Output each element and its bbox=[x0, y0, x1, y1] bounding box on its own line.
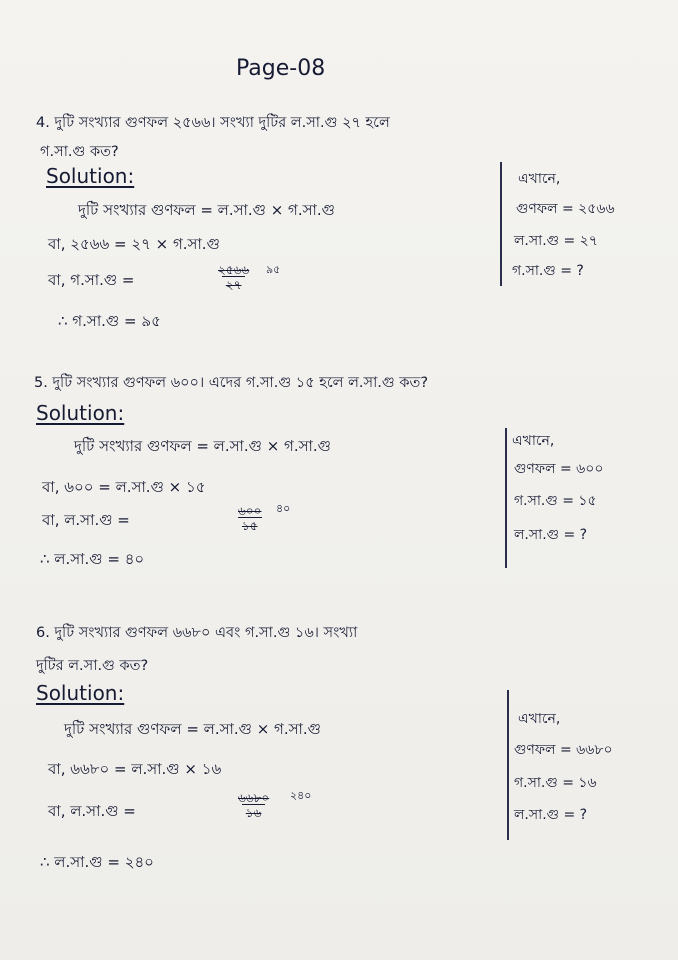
problem-6-line-2: দুটির ল.সা.গু কত? bbox=[36, 658, 149, 674]
problem-6-step-2: বা, ৬৬৮০ = ল.সা.গু × ১৬ bbox=[48, 760, 222, 778]
problem-5-fraction-numerator: ৬০০ bbox=[238, 504, 262, 518]
problem-5-given-3: ল.সা.গু = ? bbox=[514, 527, 588, 543]
problem-6-given-2: গ.সা.গু = ১৬ bbox=[514, 775, 597, 791]
problem-6-given-heading: এখানে, bbox=[518, 711, 561, 727]
problem-6-fraction-note: ২৪০ bbox=[290, 789, 312, 802]
problem-4-given-1: গুণফল = ২৫৬৬ bbox=[516, 201, 615, 217]
problem-4-step-1: দুটি সংখ্যার গুণফল = ল.সা.গু × গ.সা.গু bbox=[78, 201, 335, 219]
problem-4-given-2: ল.সা.গু = ২৭ bbox=[514, 233, 598, 249]
problem-6-solution-label: Solution: bbox=[36, 681, 125, 705]
problem-4-fraction-note: ৯৫ bbox=[266, 263, 281, 276]
problem-6-given-1: গুণফল = ৬৬৮০ bbox=[514, 742, 613, 758]
problem-5-given-heading: এখানে, bbox=[512, 433, 555, 449]
problem-4-step-3: বা, গ.সা.গু = bbox=[48, 271, 135, 289]
problem-5-given-1: গুণফল = ৬০০ bbox=[514, 461, 604, 477]
problem-6-given-3: ল.সা.গু = ? bbox=[514, 807, 588, 823]
problem-5-divider bbox=[505, 428, 507, 568]
problem-4-step-2: বা, ২৫৬৬ = ২৭ × গ.সা.গু bbox=[48, 235, 220, 253]
problem-5-fraction-denominator: ১৫ bbox=[238, 517, 262, 532]
problem-5-step-2: বা, ৬০০ = ল.সা.গু × ১৫ bbox=[42, 478, 206, 496]
problem-6-line-1: 6. দুটি সংখ্যার গুণফল ৬৬৮০ এবং গ.সা.গু ১৬। সংখ্যা bbox=[36, 625, 358, 641]
problem-5-result: ∴ ল.সা.গু = ৪০ bbox=[40, 550, 145, 568]
problem-6-fraction bbox=[236, 792, 271, 819]
problem-5-line-1: 5. দুটি সংখ্যার গুণফল ৬০০। এদের গ.সা.গু ১৫ হলে ল.সা.গু কত? bbox=[34, 375, 429, 391]
problem-4-given-3: গ.সা.গু = ? bbox=[512, 263, 584, 279]
problem-5-solution-label: Solution: bbox=[36, 401, 125, 425]
problem-4-fraction-numerator: ২৫৬৬ bbox=[218, 263, 250, 277]
problem-4-given-heading: এখানে, bbox=[518, 171, 561, 187]
problem-5-given-2: গ.সা.গু = ১৫ bbox=[514, 493, 597, 509]
page-title: Page-08 bbox=[236, 56, 326, 81]
problem-6-divider bbox=[507, 690, 509, 840]
problem-5-fraction-note: ৪০ bbox=[276, 502, 291, 515]
problem-4-solution-label: Solution: bbox=[46, 164, 135, 188]
problem-6-fraction-denominator: ১৬ bbox=[242, 804, 266, 819]
problem-4-line-2: গ.সা.গু কত? bbox=[40, 144, 119, 160]
problem-5-fraction bbox=[236, 505, 263, 532]
problem-6-step-3: বা, ল.সা.গু = bbox=[48, 802, 136, 820]
problem-4-fraction-denominator: ২৭ bbox=[222, 276, 246, 291]
problem-4-line-1: 4. দুটি সংখ্যার গুণফল ২৫৬৬। সংখ্যা দুটির ল.সা.গু ২৭ হলে bbox=[36, 115, 390, 131]
problem-6-step-1: দুটি সংখ্যার গুণফল = ল.সা.গু × গ.সা.গু bbox=[64, 720, 321, 738]
problem-4-fraction bbox=[216, 264, 251, 291]
problem-5-step-3: বা, ল.সা.গু = bbox=[42, 511, 130, 529]
problem-6-fraction-numerator: ৬৬৮০ bbox=[238, 791, 270, 805]
problem-6-result: ∴ ল.সা.গু = ২৪০ bbox=[40, 853, 154, 871]
problem-5-step-1: দুটি সংখ্যার গুণফল = ল.সা.গু × গ.সা.গু bbox=[74, 437, 331, 455]
problem-4-divider bbox=[500, 162, 502, 286]
problem-4-result: ∴ গ.সা.গু = ৯৫ bbox=[58, 312, 161, 330]
